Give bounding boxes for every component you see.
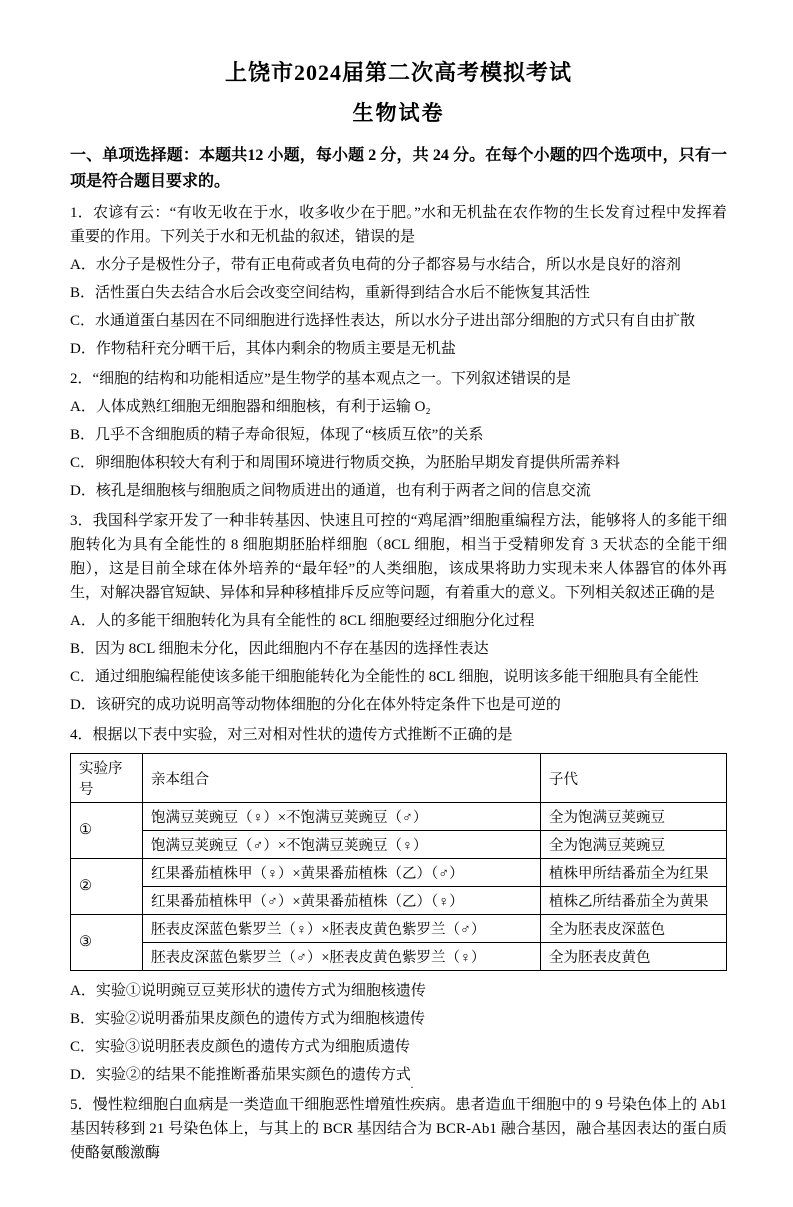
- question-3-stem: 3．我国科学家开发了一种非转基因、快速且可控的“鸡尾酒”细胞重编程方法，能够将人的多能干细胞转化为具有全能性的 8 细胞期胚胎样细胞（8CL 细胞，相当于受精卵发育 3 天状态的全能干细胞），这是目前全球在体外培养的“最年轻”的人类细胞，该成果将助力实现未来人体器官的体外再生，对解决器官短缺、异体和异种移植排斥反应等问题，有着重大的意义。下列相关叙述正确的是: [70, 513, 727, 601]
- question-2: [70, 367, 727, 503]
- cross-cell: 胚表皮深蓝色紫罗兰（♂）×胚表皮黄色紫罗兰（♀）: [143, 943, 541, 971]
- question-1: [70, 201, 727, 361]
- question-2-option-c: C．卵细胞体积较大有利于和周围环境进行物质交换，为胚胎早期发育提供所需养料: [70, 455, 621, 471]
- offspring-cell: 全为饱满豆荚豌豆: [541, 803, 727, 831]
- table-row: [71, 943, 727, 971]
- question-1-option-b: B．活性蛋白失去结合水后会改变空间结构，重新得到结合水后不能恢复其活性: [70, 285, 591, 301]
- table-header-offspring: 子代: [541, 754, 727, 803]
- question-4-stem: 4．根据以下表中实验，对三对相对性状的遗传方式推断不正确的是: [70, 727, 513, 743]
- experiment-no-1: ①: [71, 803, 143, 859]
- question-2-option-d: D．核孔是细胞核与细胞质之间物质进出的通道，也有利于两者之间的信息交流: [70, 483, 591, 499]
- table-header-parent-cross: 亲本组合: [143, 754, 541, 803]
- question-5-stem: 5．慢性粒细胞白血病是一类造血干细胞恶性增殖性疾病。患者造血干细胞中的 9 号染色体上的 Ab1 基因转移到 21 号染色体上，与其上的 BCR 基因结合为 BCR-Ab1 融合基因，融合基因表达的蛋白质使酪氨酸激酶: [70, 1097, 727, 1161]
- table-header-row: [71, 754, 727, 803]
- cross-cell: 饱满豆荚豌豆（♀）×不饱满豆荚豌豆（♂）: [143, 803, 541, 831]
- offspring-cell: 植株甲所结番茄全为红果: [541, 859, 727, 887]
- stray-mark: ·: [410, 1080, 414, 1094]
- question-3-option-b: B．因为 8CL 细胞未分化，因此细胞内不存在基因的选择性表达: [70, 641, 489, 657]
- question-2-option-a: A．人体成熟红细胞无细胞器和细胞核，有利于运输 O₂: [70, 399, 431, 415]
- offspring-cell: 全为饱满豆荚豌豆: [541, 831, 727, 859]
- question-4-option-d: D．实验②的结果不能推断番茄果实颜色的遗传方式: [70, 1067, 411, 1083]
- cross-cell: 红果番茄植株甲（♀）×黄果番茄植株（乙）（♂）: [143, 859, 541, 887]
- offspring-cell: 植株乙所结番茄全为黄果: [541, 887, 727, 915]
- cross-cell: 红果番茄植株甲（♂）×黄果番茄植株（乙）（♀）: [143, 887, 541, 915]
- experiment-table: [70, 753, 727, 971]
- question-4-option-b: B．实验②说明番茄果皮颜色的遗传方式为细胞核遗传: [70, 1011, 426, 1027]
- question-1-option-a: A．水分子是极性分子，带有正电荷或者负电荷的分子都容易与水结合，所以水是良好的溶剂: [70, 257, 681, 273]
- table-header-experiment-no: 实验序号: [71, 754, 143, 803]
- offspring-cell: 全为胚表皮黄色: [541, 943, 727, 971]
- cross-cell: 胚表皮深蓝色紫罗兰（♀）×胚表皮黄色紫罗兰（♂）: [143, 915, 541, 943]
- section-heading: 一、单项选择题：本题共12 小题，每小题 2 分，共 24 分。在每个小题的四个选项中，只有一项是符合题目要求的。: [70, 147, 727, 190]
- table-row: [71, 831, 727, 859]
- experiment-no-2: ②: [71, 859, 143, 915]
- question-3: [70, 509, 727, 717]
- experiment-no-3: ③: [71, 915, 143, 971]
- question-3-option-d: D．该研究的成功说明高等动物体细胞的分化在体外特定条件下也是可逆的: [70, 697, 561, 713]
- question-4-option-a: A．实验①说明豌豆豆荚形状的遗传方式为细胞核遗传: [70, 983, 426, 999]
- table-row: [71, 803, 727, 831]
- cross-cell: 饱满豆荚豌豆（♂）×不饱满豆荚豌豆（♀）: [143, 831, 541, 859]
- table-row: [71, 887, 727, 915]
- question-5: [70, 1093, 727, 1165]
- question-4-option-c: C．实验③说明胚表皮颜色的遗传方式为细胞质遗传: [70, 1039, 411, 1055]
- question-2-stem: 2．“细胞的结构和功能相适应”是生物学的基本观点之一。下列叙述错误的是: [70, 371, 571, 387]
- question-1-option-d: D．作物秸秆充分晒干后，其体内剩余的物质主要是无机盐: [70, 341, 456, 357]
- table-row: [71, 915, 727, 943]
- question-3-option-a: A．人的多能干细胞转化为具有全能性的 8CL 细胞要经过细胞分化过程: [70, 613, 535, 629]
- question-1-option-c: C．水通道蛋白基因在不同细胞进行选择性表达，所以水分子进出部分细胞的方式只有自由扩散: [70, 313, 696, 329]
- exam-subtitle: 生物试卷: [352, 101, 445, 125]
- exam-title: 上饶市2024届第二次高考模拟考试: [224, 60, 572, 85]
- table-row: [71, 859, 727, 887]
- offspring-cell: 全为胚表皮深蓝色: [541, 915, 727, 943]
- question-4: [70, 723, 727, 1087]
- question-2-option-b: B．几乎不含细胞质的精子寿命很短，体现了“核质互依”的关系: [70, 427, 484, 443]
- question-3-option-c: C．通过细胞编程能使该多能干细胞能转化为全能性的 8CL 细胞，说明该多能干细胞具有全能性: [70, 669, 699, 685]
- question-1-stem: 1．农谚有云：“有收无收在于水，收多收少在于肥。”水和无机盐在农作物的生长发育过程中发挥着重要的作用。下列关于水和无机盐的叙述，错误的是: [70, 205, 727, 245]
